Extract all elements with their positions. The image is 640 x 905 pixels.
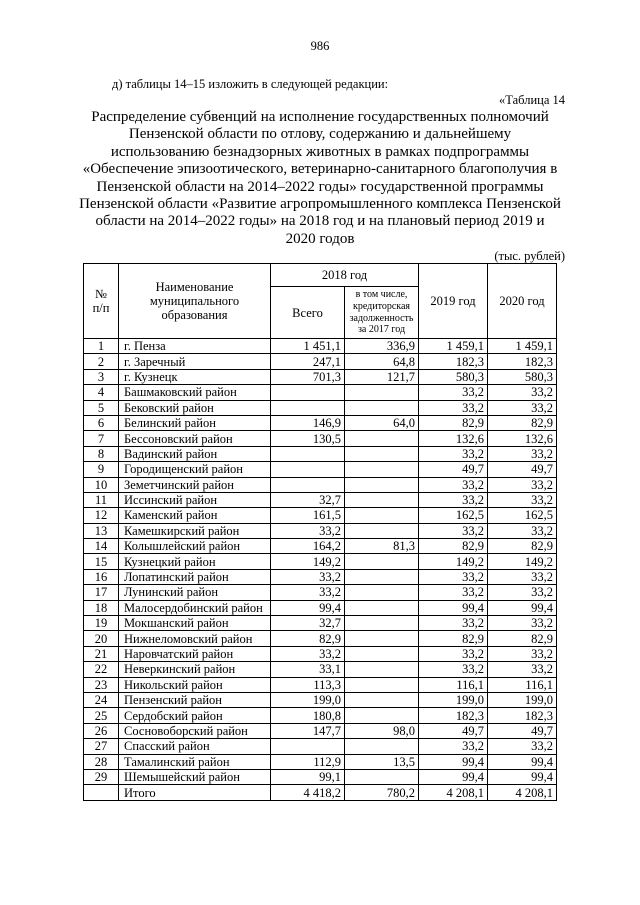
total-2018-cell: 33,2 — [271, 523, 345, 538]
row-number-cell: 13 — [84, 523, 119, 538]
amount-2019-cell: 82,9 — [419, 539, 488, 554]
total-2018-cell: 4 418,2 — [271, 785, 345, 800]
table-row — [84, 385, 557, 400]
amount-2019-cell: 33,2 — [419, 739, 488, 754]
row-number-cell: 5 — [84, 400, 119, 415]
amount-2020-cell: 33,2 — [488, 616, 557, 631]
debt-2017-cell — [345, 462, 419, 477]
amount-2020-cell: 33,2 — [488, 569, 557, 584]
debt-2017-cell — [345, 708, 419, 723]
amount-2020-cell: 1 459,1 — [488, 339, 557, 354]
total-2018-cell: 33,2 — [271, 646, 345, 661]
total-2018-cell — [271, 446, 345, 461]
row-number-cell: 1 — [84, 339, 119, 354]
table-row — [84, 462, 557, 477]
amount-2020-cell: 33,2 — [488, 585, 557, 600]
debt-2017-cell — [345, 585, 419, 600]
row-number-cell: 9 — [84, 462, 119, 477]
amount-2019-cell: 33,2 — [419, 616, 488, 631]
table-row — [84, 369, 557, 384]
amount-2020-cell: 99,4 — [488, 769, 557, 784]
amount-2019-cell: 162,5 — [419, 508, 488, 523]
amount-2019-cell: 33,2 — [419, 585, 488, 600]
total-2018-cell: 113,3 — [271, 677, 345, 692]
row-number-cell: 27 — [84, 739, 119, 754]
debt-2017-cell: 336,9 — [345, 339, 419, 354]
title-line: Пензенской области «Развитие агропромышленного комплекса Пензенской — [79, 196, 561, 213]
amount-2019-cell: 116,1 — [419, 677, 488, 692]
amount-2019-cell: 33,2 — [419, 523, 488, 538]
total-2018-cell: 701,3 — [271, 369, 345, 384]
table-row — [84, 616, 557, 631]
municipality-name-cell: Каменский район — [119, 508, 271, 523]
table-row — [84, 677, 557, 692]
amount-2020-cell: 33,2 — [488, 646, 557, 661]
debt-2017-cell — [345, 446, 419, 461]
amount-2020-cell: 49,7 — [488, 723, 557, 738]
title-line: Пензенской области по отлову, содержанию и дальнейшему — [128, 126, 512, 143]
total-2018-cell: 32,7 — [271, 492, 345, 507]
amount-2020-cell: 82,9 — [488, 415, 557, 430]
debt-2017-cell — [345, 692, 419, 707]
row-number-cell: 7 — [84, 431, 119, 446]
header-name-line: образования — [161, 308, 228, 322]
municipality-name-cell: Наровчатский район — [119, 646, 271, 661]
page-number: 986 — [310, 39, 330, 53]
row-number-cell: 22 — [84, 662, 119, 677]
row-number-cell: 14 — [84, 539, 119, 554]
header-total: Всего — [271, 287, 345, 339]
row-number-cell: 20 — [84, 631, 119, 646]
row-number-cell: 12 — [84, 508, 119, 523]
total-2018-cell — [271, 385, 345, 400]
header-2020: 2020 год — [488, 264, 557, 339]
municipality-name-cell: Городищенский район — [119, 462, 271, 477]
amount-2020-cell: 149,2 — [488, 554, 557, 569]
amount-2019-cell: 99,4 — [419, 769, 488, 784]
table-row — [84, 539, 557, 554]
amount-2020-cell: 33,2 — [488, 662, 557, 677]
table-row — [84, 554, 557, 569]
total-2018-cell: 82,9 — [271, 631, 345, 646]
table-row — [84, 569, 557, 584]
total-2018-cell — [271, 462, 345, 477]
table-row — [84, 723, 557, 738]
header-row — [84, 264, 557, 287]
header-number-line: п/п — [92, 301, 110, 315]
total-2018-cell: 164,2 — [271, 539, 345, 554]
municipality-name-cell: Иссинский район — [119, 492, 271, 507]
header-2018: 2018 год — [271, 264, 419, 287]
debt-2017-cell — [345, 508, 419, 523]
amount-2020-cell: 33,2 — [488, 523, 557, 538]
amount-2019-cell: 580,3 — [419, 369, 488, 384]
row-number-cell: 6 — [84, 415, 119, 430]
debt-2017-cell: 64,0 — [345, 415, 419, 430]
document-title — [40, 109, 600, 248]
header-debt-line: задолженность — [349, 312, 414, 324]
table-row — [84, 600, 557, 615]
total-2018-cell: 33,1 — [271, 662, 345, 677]
table-row — [84, 415, 557, 430]
debt-2017-cell — [345, 477, 419, 492]
row-number-cell: 23 — [84, 677, 119, 692]
header-name — [119, 264, 271, 339]
amount-2019-cell: 33,2 — [419, 662, 488, 677]
table-row — [84, 739, 557, 754]
total-2018-cell — [271, 477, 345, 492]
row-number-cell: 28 — [84, 754, 119, 769]
amount-2019-cell: 149,2 — [419, 554, 488, 569]
municipality-name-cell: Малосердобинский район — [119, 600, 271, 615]
amount-2019-cell: 182,3 — [419, 354, 488, 369]
table-row — [84, 631, 557, 646]
total-2018-cell: 33,2 — [271, 585, 345, 600]
header-number — [84, 264, 119, 339]
municipality-name-cell: Сосновоборский район — [119, 723, 271, 738]
total-2018-cell: 180,8 — [271, 708, 345, 723]
row-number-cell: 8 — [84, 446, 119, 461]
total-2018-cell: 161,5 — [271, 508, 345, 523]
subsidy-table — [83, 263, 557, 801]
municipality-name-cell: г. Заречный — [119, 354, 271, 369]
amount-2019-cell: 33,2 — [419, 477, 488, 492]
amount-2019-cell: 33,2 — [419, 385, 488, 400]
row-number-cell: 17 — [84, 585, 119, 600]
title-line: «Обеспечение эпизоотического, ветеринарно-санитарного благополучия в — [82, 161, 558, 178]
amount-2019-cell: 33,2 — [419, 569, 488, 584]
amount-2020-cell: 116,1 — [488, 677, 557, 692]
debt-2017-cell — [345, 769, 419, 784]
table-row — [84, 708, 557, 723]
municipality-name-cell: Нижнеломовский район — [119, 631, 271, 646]
municipality-name-cell: Итого — [119, 785, 271, 800]
total-2018-cell: 149,2 — [271, 554, 345, 569]
municipality-name-cell: Сердобский район — [119, 708, 271, 723]
debt-2017-cell: 64,8 — [345, 354, 419, 369]
row-number-cell: 3 — [84, 369, 119, 384]
table-row — [84, 662, 557, 677]
amount-2020-cell: 33,2 — [488, 400, 557, 415]
table-label: «Таблица 14 — [499, 93, 565, 107]
municipality-name-cell: Белинский район — [119, 415, 271, 430]
amount-2020-cell: 162,5 — [488, 508, 557, 523]
total-row — [84, 785, 557, 800]
total-2018-cell: 146,9 — [271, 415, 345, 430]
amount-2019-cell: 82,9 — [419, 415, 488, 430]
row-number-cell — [84, 785, 119, 800]
amount-2020-cell: 82,9 — [488, 631, 557, 646]
municipality-name-cell: Башмаковский район — [119, 385, 271, 400]
header-2019: 2019 год — [419, 264, 488, 339]
table-row — [84, 354, 557, 369]
amount-2020-cell: 33,2 — [488, 492, 557, 507]
municipality-name-cell: Кузнецкий район — [119, 554, 271, 569]
municipality-name-cell: Бековский район — [119, 400, 271, 415]
amount-2020-cell: 132,6 — [488, 431, 557, 446]
amount-2020-cell: 33,2 — [488, 385, 557, 400]
row-number-cell: 25 — [84, 708, 119, 723]
row-number-cell: 19 — [84, 616, 119, 631]
amount-2019-cell: 49,7 — [419, 723, 488, 738]
table-row — [84, 754, 557, 769]
table-row — [84, 523, 557, 538]
intro-text: д) таблицы 14–15 изложить в следующей редакции: — [112, 77, 389, 91]
amount-2019-cell: 33,2 — [419, 646, 488, 661]
title-line: Пензенской области на 2014–2022 годы» государственной программы — [96, 178, 544, 195]
debt-2017-cell: 121,7 — [345, 369, 419, 384]
amount-2020-cell: 82,9 — [488, 539, 557, 554]
total-2018-cell: 147,7 — [271, 723, 345, 738]
amount-2020-cell: 4 208,1 — [488, 785, 557, 800]
debt-2017-cell — [345, 616, 419, 631]
row-number-cell: 26 — [84, 723, 119, 738]
amount-2019-cell: 4 208,1 — [419, 785, 488, 800]
amount-2020-cell: 33,2 — [488, 739, 557, 754]
total-2018-cell: 247,1 — [271, 354, 345, 369]
table-row — [84, 646, 557, 661]
header-debt-line: кредиторская — [352, 300, 411, 312]
amount-2019-cell: 33,2 — [419, 446, 488, 461]
municipality-name-cell: Вадинский район — [119, 446, 271, 461]
header-debt-line: в том числе, — [355, 289, 408, 301]
amount-2019-cell: 182,3 — [419, 708, 488, 723]
row-number-cell: 4 — [84, 385, 119, 400]
municipality-name-cell: г. Пенза — [119, 339, 271, 354]
total-2018-cell — [271, 400, 345, 415]
row-number-cell: 18 — [84, 600, 119, 615]
table-row — [84, 692, 557, 707]
header-name-line: муниципального — [149, 294, 240, 308]
title-line: Распределение субвенций на исполнение государственных полномочий — [91, 109, 549, 125]
municipality-name-cell: Земетчинский район — [119, 477, 271, 492]
amount-2019-cell: 1 459,1 — [419, 339, 488, 354]
amount-2020-cell: 580,3 — [488, 369, 557, 384]
table-row — [84, 492, 557, 507]
amount-2020-cell: 33,2 — [488, 477, 557, 492]
title-line: 2020 годов — [285, 230, 355, 247]
total-2018-cell: 199,0 — [271, 692, 345, 707]
amount-2019-cell: 199,0 — [419, 692, 488, 707]
total-2018-cell: 1 451,1 — [271, 339, 345, 354]
amount-2020-cell: 199,0 — [488, 692, 557, 707]
row-number-cell: 21 — [84, 646, 119, 661]
table-row — [84, 431, 557, 446]
table-row — [84, 508, 557, 523]
debt-2017-cell — [345, 662, 419, 677]
amount-2020-cell: 182,3 — [488, 708, 557, 723]
debt-2017-cell — [345, 631, 419, 646]
debt-2017-cell — [345, 385, 419, 400]
debt-2017-cell: 13,5 — [345, 754, 419, 769]
table-row — [84, 339, 557, 354]
row-number-cell: 29 — [84, 769, 119, 784]
municipality-name-cell: Лунинский район — [119, 585, 271, 600]
title-line: использованию безнадзорных животных в рамках подпрограммы — [110, 143, 530, 160]
debt-2017-cell: 81,3 — [345, 539, 419, 554]
units-label: (тыс. рублей) — [494, 249, 565, 263]
debt-2017-cell — [345, 569, 419, 584]
total-2018-cell: 99,1 — [271, 769, 345, 784]
table-row — [84, 769, 557, 784]
amount-2019-cell: 33,2 — [419, 400, 488, 415]
municipality-name-cell: Пензенский район — [119, 692, 271, 707]
debt-2017-cell — [345, 739, 419, 754]
row-number-cell: 11 — [84, 492, 119, 507]
amount-2019-cell: 49,7 — [419, 462, 488, 477]
table-row — [84, 446, 557, 461]
header-debt — [345, 287, 419, 339]
amount-2019-cell: 33,2 — [419, 492, 488, 507]
amount-2019-cell: 99,4 — [419, 754, 488, 769]
debt-2017-cell: 98,0 — [345, 723, 419, 738]
row-number-cell: 24 — [84, 692, 119, 707]
debt-2017-cell — [345, 554, 419, 569]
municipality-name-cell: Бессоновский район — [119, 431, 271, 446]
amount-2019-cell: 82,9 — [419, 631, 488, 646]
row-number-cell: 10 — [84, 477, 119, 492]
municipality-name-cell: Шемышейский район — [119, 769, 271, 784]
table-row — [84, 585, 557, 600]
header-name-line: Наименование — [155, 280, 234, 294]
total-2018-cell: 112,9 — [271, 754, 345, 769]
total-2018-cell: 130,5 — [271, 431, 345, 446]
total-2018-cell: 32,7 — [271, 616, 345, 631]
municipality-name-cell: Камешкирский район — [119, 523, 271, 538]
debt-2017-cell — [345, 646, 419, 661]
amount-2020-cell: 99,4 — [488, 754, 557, 769]
table-body — [84, 339, 557, 801]
debt-2017-cell — [345, 492, 419, 507]
row-number-cell: 16 — [84, 569, 119, 584]
municipality-name-cell: г. Кузнецк — [119, 369, 271, 384]
table-row — [84, 477, 557, 492]
municipality-name-cell: Спасский район — [119, 739, 271, 754]
municipality-name-cell: Мокшанский район — [119, 616, 271, 631]
amount-2020-cell: 33,2 — [488, 446, 557, 461]
amount-2020-cell: 99,4 — [488, 600, 557, 615]
debt-2017-cell — [345, 677, 419, 692]
municipality-name-cell: Тамалинский район — [119, 754, 271, 769]
amount-2020-cell: 49,7 — [488, 462, 557, 477]
municipality-name-cell: Никольский район — [119, 677, 271, 692]
header-debt-line: за 2017 год — [357, 324, 406, 336]
debt-2017-cell — [345, 600, 419, 615]
amount-2020-cell: 182,3 — [488, 354, 557, 369]
amount-2019-cell: 132,6 — [419, 431, 488, 446]
debt-2017-cell — [345, 400, 419, 415]
municipality-name-cell: Колышлейский район — [119, 539, 271, 554]
municipality-name-cell: Неверкинский район — [119, 662, 271, 677]
table-row — [84, 400, 557, 415]
header-number-line: № — [95, 287, 107, 301]
row-number-cell: 15 — [84, 554, 119, 569]
total-2018-cell: 99,4 — [271, 600, 345, 615]
debt-2017-cell: 780,2 — [345, 785, 419, 800]
debt-2017-cell — [345, 523, 419, 538]
total-2018-cell — [271, 739, 345, 754]
total-2018-cell: 33,2 — [271, 569, 345, 584]
row-number-cell: 2 — [84, 354, 119, 369]
amount-2019-cell: 99,4 — [419, 600, 488, 615]
municipality-name-cell: Лопатинский район — [119, 569, 271, 584]
title-line: области на 2014–2022 годы» на 2018 год и на плановый период 2019 и — [95, 213, 545, 230]
debt-2017-cell — [345, 431, 419, 446]
